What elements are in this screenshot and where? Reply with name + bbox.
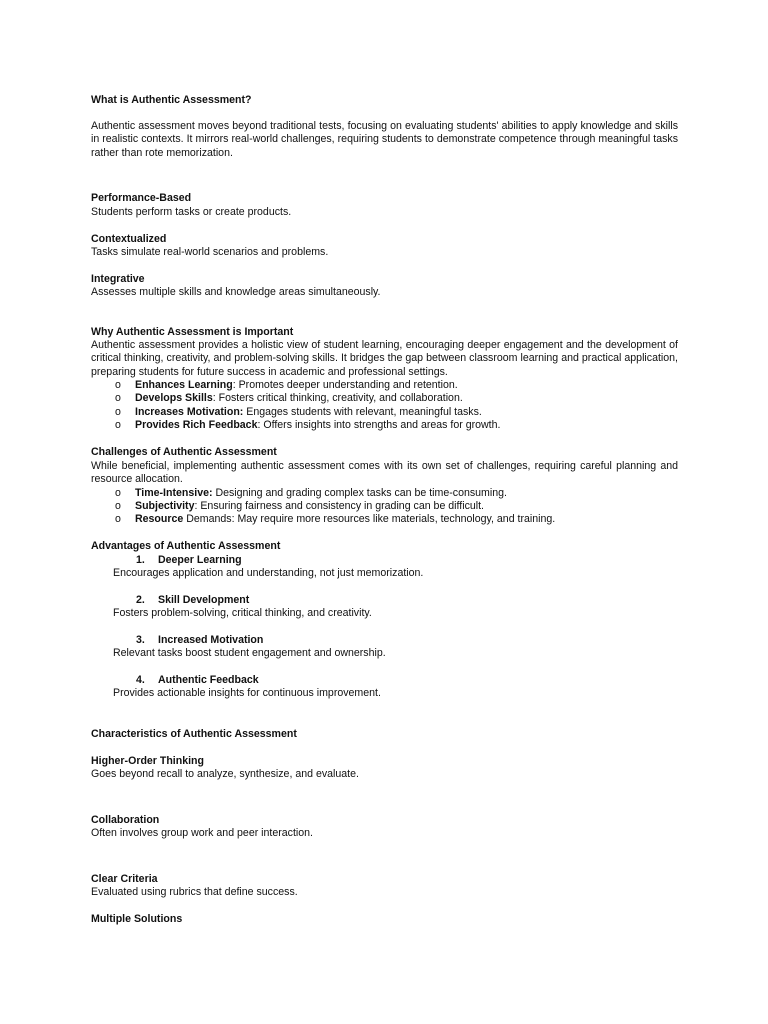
characteristic-text: Evaluated using rubrics that define success. [91, 886, 298, 898]
advantage-text: Encourages application and understanding, not just memorization. [113, 567, 424, 579]
challenges-heading: Challenges of Authentic Assessment [91, 446, 277, 458]
why-heading: Why Authentic Assessment is Important [91, 326, 294, 338]
advantage-title: 1. Deeper Learning [136, 554, 242, 566]
advantage-title: 4. Authentic Feedback [136, 674, 259, 686]
characteristic-text: Goes beyond recall to analyze, synthesize, and evaluate. [91, 768, 359, 780]
characteristic-heading: Collaboration [91, 814, 160, 826]
bullet-icon: o [115, 392, 121, 404]
intro-paragraph: Authentic assessment moves beyond traditional tests, focusing on evaluating students' abilities to apply knowledge and skills in realistic contexts. It mirrors real-world challenges, requiring students to demonstrate competence through meaningful tasks rather than rote memorization. [91, 120, 678, 159]
characteristic-heading: Multiple Solutions [91, 913, 183, 925]
document-page: What is Authentic Assessment? Authentic assessment moves beyond traditional tests, focusing on evaluating students' abilities to apply knowledge and skills in realistic contexts. It mirrors real-world challenges, requiring students to demonstrate competence through meaningful tasks rather than rote memorization. Performance-Based Students perform tasks or create products. Contextualized Tasks simulate real-world scenarios and problems. Integrative Assesses multiple skills and knowledge areas simultaneously. Why Authentic Assessment is Important Authentic assessment provides a holistic view of student learning, encouraging deeper engagement and the development of critical thinking, creativity, and problem-solving skills. It bridges the gap between classroom learning and practical application, preparing students for future success in academic and professional settings. o Enhances Learning: Promotes deeper understanding and retention. o Develops Skills: Fosters critical thinking, creativity, and collaboration. o Increases Motivation: Engages students with relevant, meaningful tasks. o Provides Rich Feedback: Offers insights into strengths and areas for growth. Challenges of Authentic Assessment While beneficial, implementing authentic assessment comes with its own set of challenges, requiring careful planning and resource allocation. o Time-Intensive: Designing and grading complex tasks can be time-consuming. o Subjectivity: Ensuring fairness and consistency in grading can be difficult. o Resource Demands: May require more resources like materials, technology, and training. Advantages of Authentic Assessment 1. Deeper Learning Encourages application and understanding, not just memorization. 2. Skill Development Fosters problem-solving, critical thinking, and creativity. 3. Increased Motivation Relevant tasks boost student engagement and ownership. 4. Authentic Feedback Provides actionable insights for continuous improvement. Characteristics of Authentic Assessment Higher-Order Thinking Goes beyond recall to analyze, synthesize, and evaluate. Collaboration Often involves group work and peer interaction. Clear Criteria Evaluated using rubrics that define success. Multiple Solutions [91, 94, 678, 925]
bullet-icon: o [115, 406, 121, 418]
advantage-text: Provides actionable insights for continuous improvement. [113, 687, 381, 699]
feature-text-integrative: Assesses multiple skills and knowledge areas simultaneously. [91, 286, 381, 298]
feature-text-performance: Students perform tasks or create products. [91, 206, 292, 218]
page-title: What is Authentic Assessment? [91, 94, 252, 106]
bullet-icon: o [115, 487, 121, 499]
bullet-icon: o [115, 500, 121, 512]
characteristic-text: Often involves group work and peer interaction. [91, 827, 314, 839]
feature-heading-integrative: Integrative [91, 273, 145, 285]
bullet-icon: o [115, 379, 121, 391]
bullet-icon: o [115, 513, 121, 525]
bullet-icon: o [115, 419, 121, 431]
feature-text-contextualized: Tasks simulate real-world scenarios and problems. [91, 246, 329, 258]
advantage-text: Relevant tasks boost student engagement and ownership. [113, 647, 386, 659]
advantages-heading: Advantages of Authentic Assessment [91, 540, 281, 552]
advantage-text: Fosters problem-solving, critical thinking, and creativity. [113, 607, 372, 619]
challenges-paragraph: While beneficial, implementing authentic assessment comes with its own set of challenges, requiring careful planning and resource allocation. [91, 460, 678, 486]
advantage-title: 3. Increased Motivation [136, 634, 264, 646]
advantage-title: 2. Skill Development [136, 594, 250, 606]
characteristic-heading: Higher-Order Thinking [91, 755, 205, 767]
characteristic-heading: Clear Criteria [91, 873, 158, 885]
feature-heading-contextualized: Contextualized [91, 233, 167, 245]
characteristics-heading: Characteristics of Authentic Assessment [91, 728, 297, 740]
feature-heading-performance: Performance-Based [91, 192, 192, 204]
why-paragraph: Authentic assessment provides a holistic view of student learning, encouraging deeper engagement and the development of critical thinking, creativity, and problem-solving skills. It bridges the gap between classroom learning and practical application, preparing students for future success in academic and professional settings. [91, 339, 678, 378]
